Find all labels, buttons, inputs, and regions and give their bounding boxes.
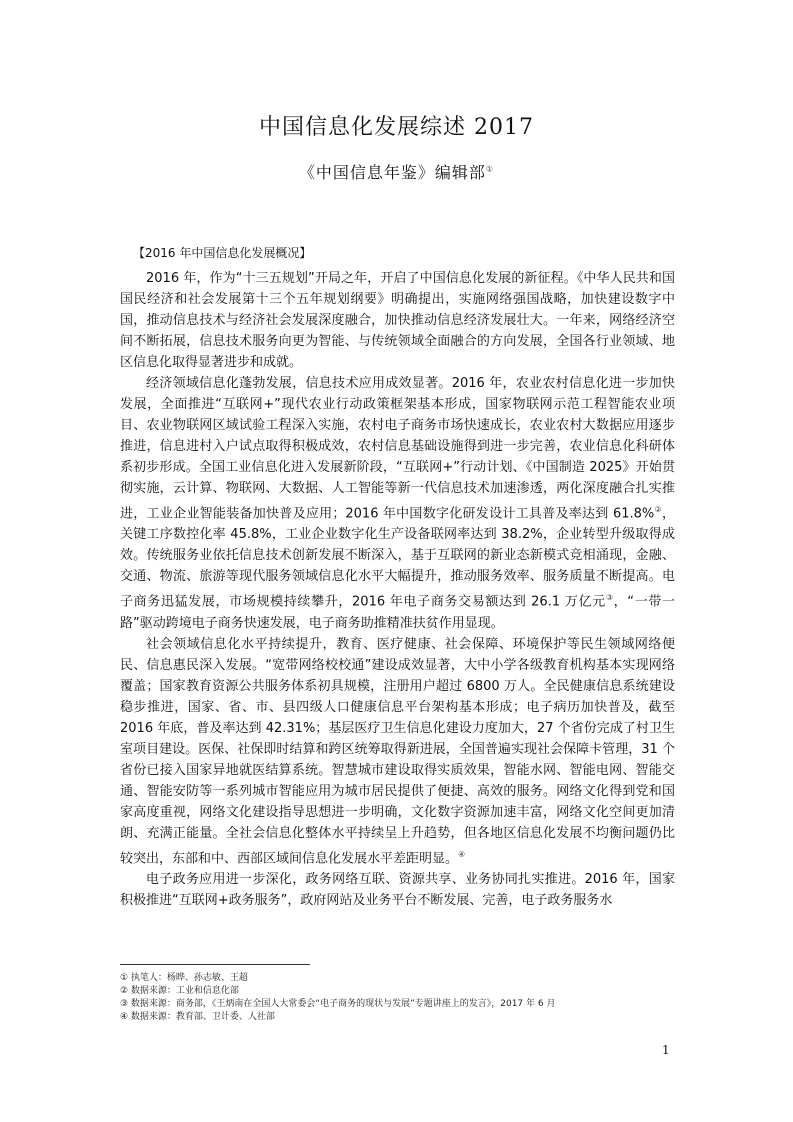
section-heading: 【2016 年中国信息化发展概况】 [133, 246, 312, 260]
document-title: 中国信息化发展综述 2017 [259, 115, 534, 140]
page-number: 1 [662, 1043, 670, 1057]
footnote-reference: ② [654, 505, 662, 514]
paragraph-text: ，“一带一路”驱动跨境电子商务快速发展，电子商务助推精准扶贫作用显现。 [120, 594, 675, 631]
footnote: ② 数据来源：工业和信息化部 [120, 986, 239, 996]
footnote-reference: ③ [605, 593, 614, 603]
footnote-reference: ④ [458, 849, 466, 859]
document-subtitle [0, 160, 793, 183]
body-paragraph [120, 634, 675, 869]
body-paragraph [120, 869, 675, 911]
body-paragraph [120, 268, 675, 373]
document-body [120, 268, 675, 911]
paragraph-text: 电子政务应用进一步深化，政务网络互联、资源共享、业务协同扎实推进。2016 年，国家积极推进“互联网+政务服务”，政府网站及业务平台不断发展、完善，电子政务服务水 [120, 871, 675, 908]
subtitle-footnote-mark: ① [485, 164, 495, 174]
paragraph-text: 经济领域信息化蓬勃发展，信息技术应用成效显著。2016 年，农业农村信息化进一步加快发展，全面推进“互联网+”现代农业行动政策框架基本形成，国家物联网示范工程智能农业项目、农业物联网区域试验工程深入实施，农村电子商务市场快速成长，农业农村大数据应用逐步推进，信息进村入户试点取得积极成效，农村信息基础设施得到进一步完善，农业信息化科研体系初步形成。全国工业信息化进入发展新阶段，“互联网+”行动计划、《中国制造 2025》开始贯彻实施，云计算、物联网、大数据、人工智能等新一代信息技术加速渗透，两化深度融合扎实推进，工业企业智能装备加快普及应用；2016 年中国数字化研发设计工具普及率达到 61.8% [120, 376, 675, 522]
footnote: ① 执笔人：杨晔、孙志敏、王超 [120, 973, 248, 983]
paragraph-text: 2016 年，作为“十三五规划”开局之年，开启了中国信息化发展的新征程。《中华人民共和国国民经济和社会发展第十三个五年规划纲要》明确提出，实施网络强国战略，加快建设数字中国，推动信息技术与经济社会发展深度融合，加快推动信息经济发展壮大。一年来，网络经济空间不断拓展，信息技术服务向更为智能、与传统领域全面融合的方向发展，全国各行业领域、地区信息化取得显著进步和成就。 [120, 271, 675, 370]
footnotes [120, 972, 675, 1024]
footnote: ④ 数据来源：教育部、卫计委、人社部 [120, 1012, 275, 1022]
subtitle-text: 《中国信息年鉴》编辑部 [298, 163, 486, 182]
paragraph-text: ，关键工序数控化率 45.8%，工业企业数字化生产设备联网率达到 38.2%，企业转型升级取得成效。传统服务业依托信息技术创新发展不断深入，基于互联网的新业态新模式竞相涌现，金融、交通、物流、旅游等现代服务领域信息化水平大幅提升，推动服务效率、服务质量不断提高。电子商务迅猛发展，市场规模持续攀升，2016 年电子商务交易额达到 26.1 万亿元 [120, 506, 676, 610]
paragraph-text: 社会领域信息化水平持续提升，教育、医疗健康、社会保障、环境保护等民生领域网络便民、信息惠民深入发展。“宽带网络校校通”建设成效显著，大中小学各级教育机构基本实现网络覆盖；国家教育资源公共服务体系初具规模，注册用户超过 6800 万人。全民健康信息系统建设稳步推进，国家、省、市、县四级人口健康信息平台架构基本形成；电子病历加快普及，截至 2016 年底，普及率达到 42.31%；基层医疗卫生信息化建设力度加大，27 个省份完成了村卫生室项目建设。医保、社保即时结算和跨区统筹取得新进展，全国普遍实现社会保障卡管理，31 个省份已接入国家异地就医结算系统。智慧城市建设取得实质效果，智能水网、智能电网、智能交通、智能安防等一系列城市智能应用为城市居民提供了便捷、高效的服务。网络文化得到党和国家高度重视，网络文化建设指导思想进一步明确，文化数字资源加速丰富，网络文化空间更加清朗、充满正能量。全社会信息化整体水平持续呈上升趋势，但各地区信息化发展不均衡问题仍比较突出，东部和中、西部区域间信息化发展水平差距明显。 [120, 636, 675, 866]
footnote: ③ 数据来源：商务部，《王炳南在全国人大常委会“电子商务的现状与发展”专题讲座上的发言》，2017 年 6 月 [120, 999, 556, 1009]
body-paragraph [120, 373, 675, 634]
footnote-divider [120, 964, 310, 965]
